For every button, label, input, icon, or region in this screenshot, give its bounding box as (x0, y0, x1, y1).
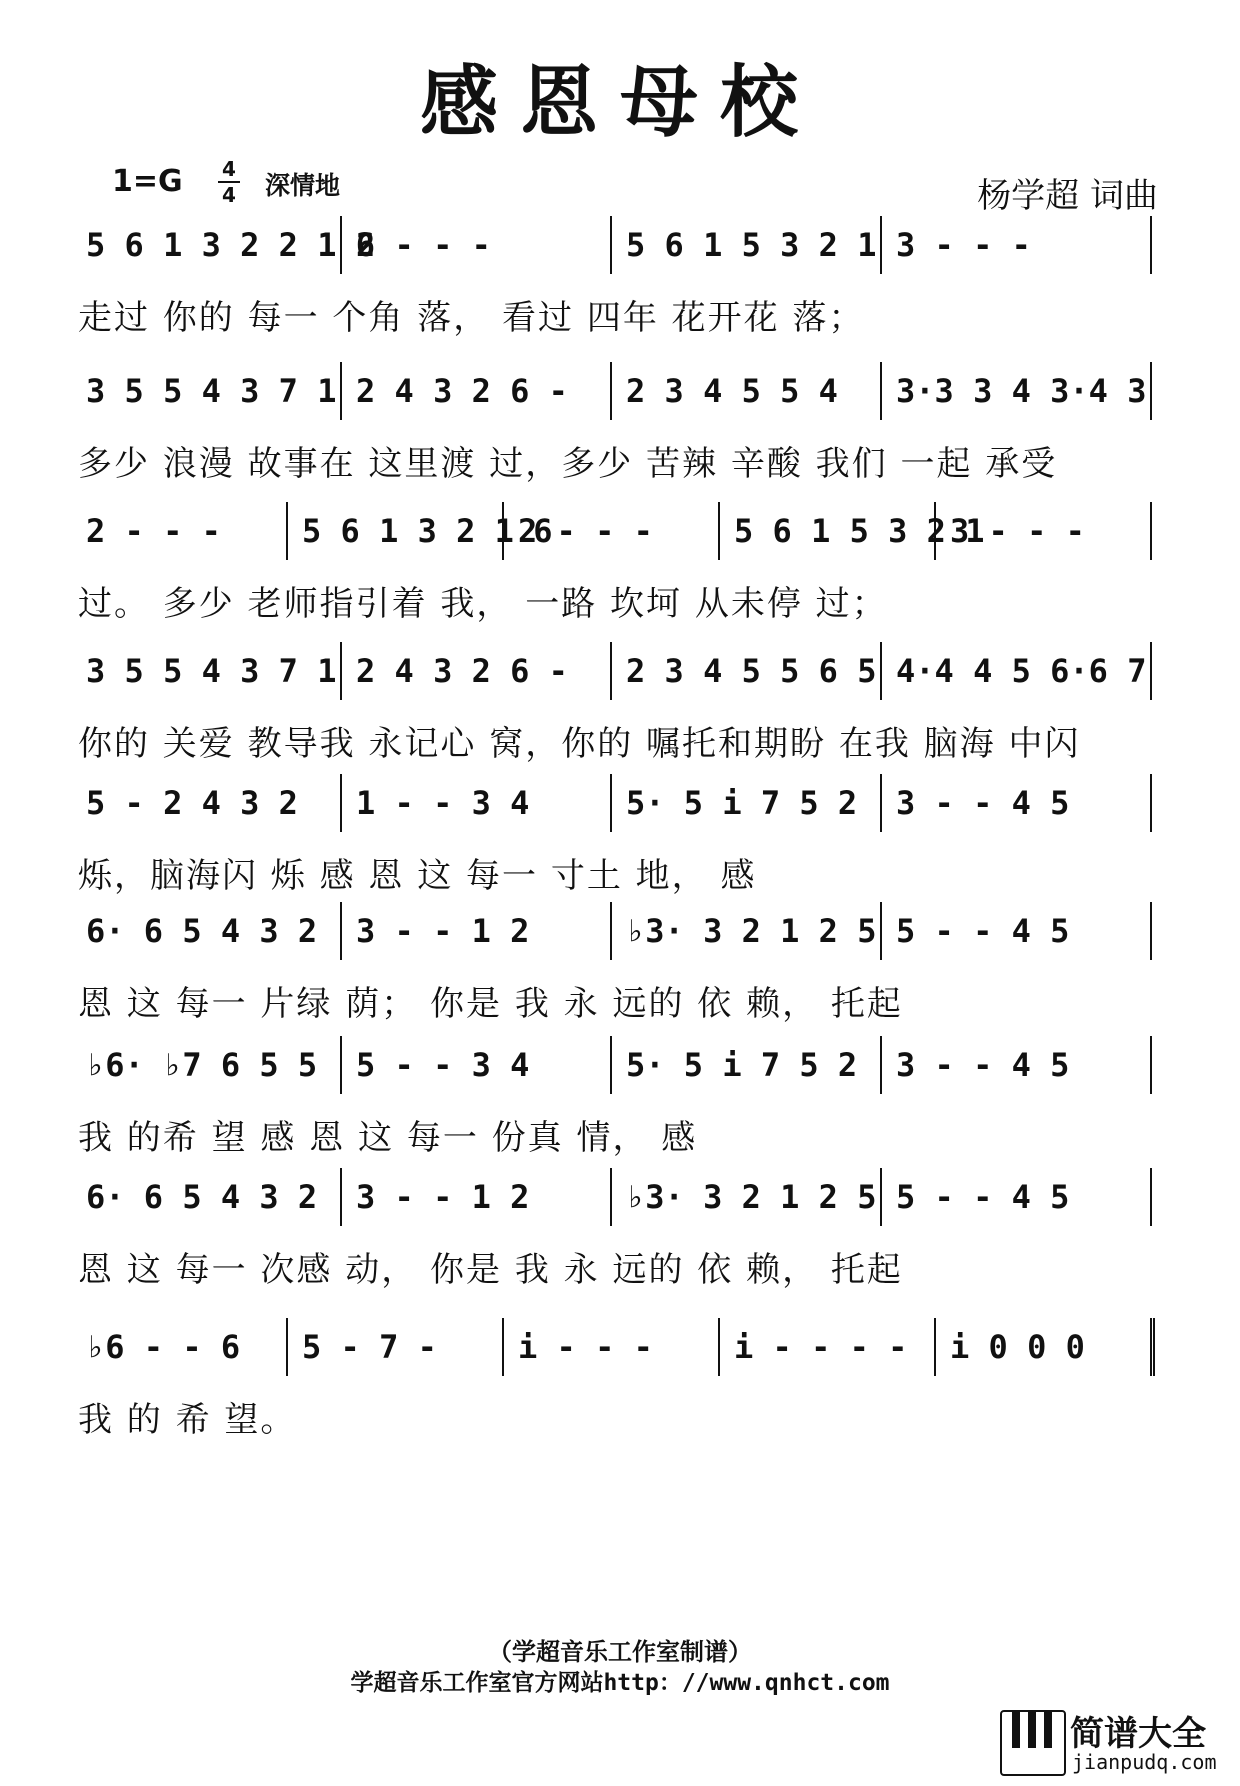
lyrics-line: 过。 多少 老师指引着 我， 一路 坎坷 从未停 过； (78, 584, 888, 624)
barline (340, 642, 342, 700)
barline (340, 902, 342, 960)
barline (880, 1168, 882, 1226)
barline (610, 642, 612, 700)
studio-website: 学超音乐工作室官方网站http：//www.qnhct.com (350, 1670, 890, 1696)
barline (934, 502, 936, 560)
barline (880, 642, 882, 700)
lyrics-line: 多少 浪漫 故事在 这里渡 过，多少 苦辣 辛酸 我们 一起 承受 (78, 444, 1058, 484)
brand-url: jianpudq.com (1072, 1750, 1217, 1774)
barline (1150, 642, 1152, 700)
barline (340, 362, 342, 420)
measure: 5 - - 4 5 (896, 1178, 1070, 1216)
measure: 2 - - - (356, 226, 491, 264)
score-row (78, 216, 1160, 338)
barline (286, 1318, 288, 1376)
measure: 2 4 3 2 6 - (356, 372, 568, 410)
notes-line (80, 902, 1160, 964)
studio-credit: （学超音乐工作室制谱） (488, 1638, 752, 1666)
measure: 3 - - 1 2 (356, 912, 530, 950)
measure: 5 6 1 5 3 2 1 (734, 512, 985, 550)
barline (340, 1036, 342, 1094)
measure: 5 - - 4 5 (896, 912, 1070, 950)
measure: 3 5 5 4 3 7 1 (86, 372, 337, 410)
measure: 2 3 4 5 5 6 5 (626, 652, 877, 690)
notes-line (80, 642, 1160, 704)
barline (610, 362, 612, 420)
barline (610, 774, 612, 832)
lyrics-line: 走过 你的 每一 个角 落， 看过 四年 花开花 落； (78, 298, 865, 338)
measure: 5 6 1 3 2 1 6 (302, 512, 553, 550)
measure: 1 - - 3 4 (356, 784, 530, 822)
barline (610, 902, 612, 960)
lyrics-line: 我 的希 望 感 恩 这 每一 份真 情， 感 (78, 1118, 698, 1158)
measure: 2 3 4 5 5 4 (626, 372, 838, 410)
score-row (78, 642, 1160, 764)
measure: i - - - - (734, 1328, 908, 1366)
measure: i 0 0 0 (950, 1328, 1085, 1366)
measure: 3 - - 1 2 (356, 1178, 530, 1216)
measure: 2 4 3 2 6 - (356, 652, 568, 690)
barline (718, 1318, 720, 1376)
measure: 5 - 2 4 3 2 (86, 784, 298, 822)
score-row (78, 774, 1160, 896)
measure: 3 - - - (950, 512, 1085, 550)
final-barline (1150, 1318, 1159, 1376)
barline (1150, 1036, 1152, 1094)
lyrics-line: 我 的 希 望。 (78, 1400, 297, 1440)
time-signature (218, 158, 240, 206)
barline (610, 1168, 612, 1226)
measure: 3 - - 4 5 (896, 784, 1070, 822)
lyrics-line: 恩 这 每一 次感 动， 你是 我 永 远的 依 赖， 托起 (78, 1250, 903, 1290)
brand-watermark (1000, 1706, 1226, 1776)
measure: 5 - 7 - (302, 1328, 437, 1366)
notes-line (80, 774, 1160, 836)
measure: 2 - - - (518, 512, 653, 550)
notes-line (80, 216, 1160, 278)
piano-keys-icon (1000, 1710, 1066, 1776)
composer-credit: 杨学超 词曲 (977, 176, 1158, 216)
barline (718, 502, 720, 560)
lyrics-line: 烁，脑海闪 烁 感 恩 这 每一 寸土 地， 感 (78, 856, 757, 896)
measure: ♭3· 3 2 1 2 5 (626, 912, 877, 950)
measure: 3 - - 4 5 (896, 1046, 1070, 1084)
score-row (78, 902, 1160, 1024)
barline (880, 1036, 882, 1094)
lyrics-line: 你的 关爱 教导我 永记心 窝，你的 嘱托和期盼 在我 脑海 中闪 (78, 724, 1081, 764)
measure: ♭6 - - 6 (86, 1328, 241, 1366)
barline (934, 1318, 936, 1376)
barline (340, 774, 342, 832)
barline (340, 1168, 342, 1226)
lyrics-line: 恩 这 每一 片绿 荫； 你是 我 永 远的 依 赖， 托起 (78, 984, 903, 1024)
barline (1150, 774, 1152, 832)
measure: 4·4 4 5 6·6 7 (896, 652, 1147, 690)
measure: 2 - - - (86, 512, 221, 550)
barline (286, 502, 288, 560)
barline (502, 1318, 504, 1376)
measure: 3 - - - (896, 226, 1031, 264)
time-signature-bottom: 4 (222, 183, 236, 207)
score-row (78, 1168, 1160, 1290)
measure: ♭3· 3 2 1 2 5 (626, 1178, 877, 1216)
barline (610, 1036, 612, 1094)
barline (1150, 502, 1152, 560)
notes-line (80, 362, 1160, 424)
barline (880, 216, 882, 274)
barline (340, 216, 342, 274)
measure: 3 5 5 4 3 7 1 (86, 652, 337, 690)
barline (880, 774, 882, 832)
measure: 5· 5 i 7 5 2 (626, 784, 858, 822)
measure: 6· 6 5 4 3 2 (86, 912, 318, 950)
notes-line (80, 502, 1160, 564)
measure: 5 6 1 3 2 2 1 6 (86, 226, 375, 264)
notes-line (80, 1036, 1160, 1098)
barline (1150, 362, 1152, 420)
measure: 5· 5 i 7 5 2 (626, 1046, 858, 1084)
song-title: 感恩母校 (419, 58, 820, 148)
barline (502, 502, 504, 560)
measure: 6· 6 5 4 3 2 (86, 1178, 318, 1216)
measure: 3·3 3 4 3·4 3 (896, 372, 1147, 410)
score-row (78, 1318, 1160, 1440)
barline (880, 362, 882, 420)
barline (880, 902, 882, 960)
notes-line (80, 1168, 1160, 1230)
measure: i - - - (518, 1328, 653, 1366)
score-row (78, 502, 1160, 624)
measure: 5 6 1 5 3 2 1 (626, 226, 877, 264)
measure: ♭6· ♭7 6 5 5 (86, 1046, 318, 1084)
score-row (78, 362, 1160, 484)
brand-name: 简谱大全 (1070, 1714, 1206, 1754)
key-signature: 1=G (112, 164, 183, 199)
tempo-marking: 深情地 (265, 171, 341, 200)
measure: 5 - - 3 4 (356, 1046, 530, 1084)
score-row (78, 1036, 1160, 1158)
barline (1150, 1168, 1152, 1226)
notes-line (80, 1318, 1160, 1380)
time-signature-top: 4 (222, 157, 236, 181)
barline (610, 216, 612, 274)
barline (1150, 216, 1152, 274)
barline (1150, 902, 1152, 960)
